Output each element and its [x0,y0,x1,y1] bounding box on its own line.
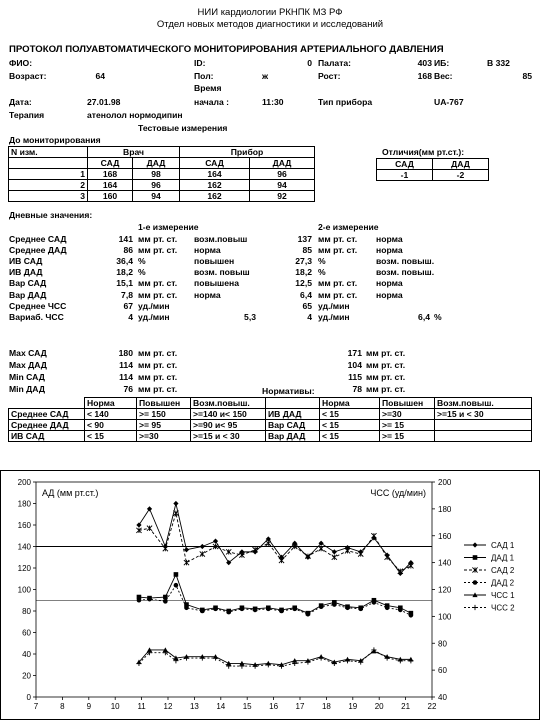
extreme-value-2: 104 [347,360,362,370]
legend-label: ЧСС 2 [491,603,515,613]
list-item [0,256,540,267]
data-point [345,548,350,553]
device-value: UA-767 [434,97,464,107]
start-label: начала : [194,97,230,107]
x-tick-label: 22 [427,702,437,711]
possible-header: Возм.повыш. [435,398,532,409]
table-row [9,398,532,409]
norm-value: < 90 [85,420,137,431]
extreme-unit-1: мм рт. ст. [138,360,178,370]
stat-status-1: 5,3 [244,311,256,322]
stat-label: ИВ САД [9,256,43,267]
legend-label: ДАД 1 [491,553,515,563]
x-tick-label: 10 [110,702,120,711]
data-point [213,655,218,660]
data-point [239,553,244,558]
stat-status-2: норма [376,289,403,300]
table-row [9,158,315,169]
list-item [0,348,540,359]
norm-value: < 15 [320,420,380,431]
legend-label: САД 2 [491,566,515,575]
data-point [136,522,141,527]
stat-status-2: 6,4 [418,311,430,322]
stat-value-1: 67 [123,300,133,311]
stat-value-1: 15,1 [116,278,133,289]
table-row [9,169,315,180]
pre-monitoring-table [8,146,315,202]
table-row [377,170,489,181]
data-point [305,554,310,559]
data-point [163,599,168,604]
data-point [184,547,189,552]
y-tick-label-right: 80 [438,639,447,649]
stat-value-2: 12,5 [295,278,312,289]
y-tick-label-right: 100 [438,612,452,622]
stat-status-1: возм.повыш [194,234,248,244]
data-point [266,541,271,546]
pre-monitoring-label: До мониторирования [9,135,101,145]
sex-value: ж [262,71,269,81]
stat-unit-2: мм рт. ст. [318,234,358,244]
extreme-unit-2: мм рт. ст. [366,372,406,382]
plot-area [36,482,432,697]
norms-table [8,397,532,442]
stat-status-1: норма [194,245,221,256]
diff-dad-header: ДАД [433,159,489,170]
list-item [0,290,540,301]
table-row [377,159,489,170]
data-point [292,607,297,612]
stat-extra: % [434,311,442,322]
ward-value: 403 [417,58,432,68]
list-item [0,245,540,256]
list-item [0,360,540,371]
x-tick-label: 9 [86,702,92,711]
stat-status-2: норма [376,278,403,289]
stat-value-2: 65 [302,300,312,311]
data-point [385,605,390,610]
data-point [332,555,337,560]
data-point [345,605,350,610]
height-label: Рост: [318,71,341,81]
legend-marker [473,580,478,585]
stat-value-2: 18,2 [295,267,312,278]
list-item [0,372,540,383]
data-point [279,609,284,614]
data-point [319,655,324,660]
extreme-value-1: 114 [119,372,133,382]
norm-row-label: Вар САД [266,420,320,431]
data-point [266,607,271,612]
time-label: Время [194,83,222,93]
list-item [0,267,540,278]
table-row [9,191,315,202]
possible-value: >=140 и< 150 [191,409,266,420]
data-point [147,597,152,602]
data-point [371,533,376,538]
data-point [358,607,363,612]
stat-unit-1: мм рт. ст. [138,234,178,244]
stat-label: Среднее ДАД [9,245,67,256]
stat-status-2: возм. повыш. [376,256,435,267]
doctor-dad: 96 [133,180,180,191]
device-label: Тип прибора [318,97,373,107]
data-point [240,607,245,612]
bp-chart [0,470,540,720]
stat-status-2: возм. повыш. [376,267,435,278]
device-dad: 94 [250,180,315,191]
legend-label: ДАД 2 [491,578,515,588]
x-tick-label: 21 [401,702,411,711]
stat-unit-1: мм рт. ст. [138,289,178,300]
y-tick-label-right: 120 [438,585,452,595]
device-dad: 96 [250,169,315,180]
series-line-1 [139,504,411,574]
possible-value: >=90 и< 95 [191,420,266,431]
stat-label: Вар ДАД [9,289,47,300]
y-tick-label-left: 160 [17,521,31,530]
diff-sad-header: САД [377,159,433,170]
doctor-sad: 164 [88,180,133,191]
extreme-value-2: 115 [348,372,362,382]
norm-row-label: Среднее САД [9,409,85,420]
stat-value-1: 86 [123,245,133,256]
differences-title: Отличия(мм рт.ст.): [382,147,465,157]
stat-unit-1: % [138,256,146,267]
high-value: >=30 [137,431,191,442]
data-point [358,551,363,556]
data-point [372,600,377,605]
x-tick-label: 11 [137,702,146,711]
y-tick-label-right: 40 [438,693,447,702]
y-axis-left-label: АД (мм рт.ст.) [42,488,99,498]
possible-value [435,431,532,442]
data-point [200,544,205,549]
norm-row-label: Среднее ДАД [9,420,85,431]
norms-title: Нормативы: [262,386,315,396]
measurement-number: 1 [9,169,88,180]
x-tick-label: 8 [60,702,65,711]
stat-unit-2: уд./мин [318,300,350,311]
stat-unit-1: % [138,267,146,278]
norm-value: < 15 [320,409,380,420]
stat-value-1: 4 [128,311,133,322]
stat-unit-2: % [318,267,326,278]
dad-header: ДАД [250,158,315,169]
y-tick-label-left: 140 [17,542,31,552]
day-values-title: Дневные значения: [9,210,93,220]
y-tick-label-right: 60 [438,666,447,676]
height-value: 168 [417,71,432,81]
id-value: 0 [307,58,312,68]
list-item [0,301,540,312]
extreme-unit-2: мм рт. ст. [366,348,406,358]
legend-marker [472,605,477,610]
extreme-value-1: 180 [118,348,133,358]
norm-header: Норма [85,398,137,409]
extreme-label: Max САД [9,348,47,358]
stat-status-1: повышена [194,278,239,289]
stat-status-2: норма [376,245,403,256]
measurement-2-header: 2-е измерение [318,222,379,232]
therapy-value: атенолол нормодипин [87,110,183,120]
stat-label: Вар САД [9,278,47,289]
data-point [266,662,271,667]
measurement-number: 3 [9,191,88,202]
y-tick-label-left: 40 [22,650,31,659]
data-point [200,551,205,556]
high-header: Повышен [380,398,435,409]
legend-marker [473,555,478,560]
device-sad: 164 [180,169,250,180]
data-point [184,655,189,660]
stat-value-2: 27,3 [295,256,312,267]
table-row [9,409,532,420]
x-tick-label: 12 [163,702,173,711]
date-label: Дата: [9,97,32,107]
x-tick-label: 19 [348,702,358,711]
extreme-label: Max ДАД [9,360,47,370]
diff-sad-value: -1 [377,170,433,181]
series-line-5 [139,650,411,665]
doctor-dad: 94 [133,191,180,202]
stat-label: Среднее ЧСС [9,300,67,311]
list-item [0,312,540,323]
x-tick-label: 16 [269,702,279,711]
high-value: >= 15 [380,431,435,442]
age-value: 64 [95,71,105,81]
stat-label: ИВ ДАД [9,267,43,278]
data-point [200,655,205,660]
norm-value: < 15 [85,431,137,442]
y-tick-label-left: 120 [17,564,31,573]
data-point [332,602,337,607]
x-tick-label: 17 [295,702,305,711]
y-tick-label-left: 180 [17,499,31,509]
data-point [226,610,231,615]
extreme-value-2: 171 [347,348,362,358]
extreme-unit-1: мм рт. ст. [138,348,178,358]
extreme-value-1: 114 [119,360,133,370]
stat-value-1: 141 [118,234,133,244]
stat-status-1: повышен [194,256,235,267]
start-value: 11:30 [262,97,284,107]
y-tick-label-left: 80 [22,607,31,616]
therapy-label: Терапия [9,110,45,120]
test-measurements-label: Тестовые измерения [138,123,228,133]
diff-dad-value: -2 [433,170,489,181]
measurement-number: 2 [9,180,88,191]
data-point [147,526,152,531]
stat-label: Вариаб. ЧСС [9,311,64,322]
extreme-label: Min ДАД [9,384,45,394]
stat-unit-2: мм рт. ст. [318,245,358,256]
legend-marker [472,542,477,547]
possible-header: Возм.повыш. [191,398,266,409]
norm-row-label: ИВ ДАД [266,409,320,420]
x-tick-label: 14 [216,702,226,711]
col-n-header: N изм. [9,147,88,158]
data-point [345,658,350,663]
stat-status-1: возм. повыш [194,267,250,278]
sad-header: САД [180,158,250,169]
data-point [279,558,284,563]
measurement-1-header: 1-е измерение [138,222,199,232]
table-row [9,431,532,442]
legend-label: САД 1 [491,541,515,550]
y-tick-label-right: 160 [438,531,452,541]
stat-unit-1: уд./мин [138,300,170,311]
data-point [184,560,189,565]
data-point [408,658,413,663]
high-value: >= 15 [380,420,435,431]
norm-value: < 140 [85,409,137,420]
date-value: 27.01.98 [87,97,121,107]
y-tick-label-right: 200 [438,478,452,487]
doctor-sad: 168 [88,169,133,180]
high-value: >= 95 [137,420,191,431]
data-point [319,546,324,551]
stat-unit-2: уд./мин [318,311,350,322]
data-point [408,563,413,568]
stat-unit-1: уд./мин [138,311,170,322]
y-tick-label-left: 200 [17,478,31,487]
stat-value-2: 4 [307,311,312,322]
possible-value [435,420,532,431]
stat-unit-1: мм рт. ст. [138,278,178,289]
age-label: Возраст: [9,71,47,81]
extreme-value-1: 76 [123,384,133,394]
stat-value-1: 7,8 [121,289,133,300]
stat-value-2: 6,4 [300,289,312,300]
possible-value: >=15 и < 30 [191,431,266,442]
y-axis-right-label: ЧСС (уд/мин) [370,488,426,498]
data-point [319,604,324,609]
stat-value-1: 36,4 [116,256,133,267]
y-tick-label-left: 60 [22,628,31,638]
list-item [0,234,540,245]
sad-header: САД [88,158,133,169]
ward-label: Палата: [318,58,352,68]
data-point [306,612,311,617]
ib-value: В 332 [487,58,510,68]
table-row [9,147,315,158]
data-point [163,546,168,551]
sex-label: Пол: [194,71,214,81]
device-sad: 162 [180,191,250,202]
id-label: ID: [194,58,206,68]
data-point [136,661,141,666]
protocol-title: ПРОТОКОЛ ПОЛУАВТОМАТИЧЕСКОГО МОНИТОРИРОВАНИЯ АРТЕРИАЛЬНОГО ДАВЛЕНИЯ [9,44,444,55]
data-point [174,572,179,577]
ib-label: ИБ: [434,58,450,68]
stat-unit-2: % [318,256,326,267]
stat-value-2: 137 [297,234,312,244]
extreme-label: Min САД [9,372,45,382]
stat-value-2: 85 [302,245,312,256]
fio-label: ФИО: [9,58,33,68]
weight-label: Вес: [434,71,453,81]
data-point [213,607,218,612]
stat-unit-2: мм рт. ст. [318,289,358,300]
stat-status-2: норма [376,234,403,244]
stat-value-1: 18,2 [116,267,133,278]
dad-header: ДАД [133,158,180,169]
data-point [147,506,152,511]
doctor-sad: 160 [88,191,133,202]
y-tick-label-right: 140 [438,558,452,568]
norm-value: < 15 [320,431,380,442]
data-point [332,549,337,554]
extreme-unit-2: мм рт. ст. [366,360,406,370]
x-tick-label: 15 [242,702,252,711]
high-value: >= 150 [137,409,191,420]
y-tick-label-right: 180 [438,504,452,514]
data-point [226,549,231,554]
data-point [409,613,414,618]
extreme-value-2: 78 [352,384,362,394]
stat-status-1: норма [194,289,221,300]
device-sad: 162 [180,180,250,191]
data-point [253,608,258,613]
extreme-unit-1: мм рт. ст. [138,372,178,382]
doctor-dad: 98 [133,169,180,180]
x-tick-label: 7 [33,702,39,711]
list-item [0,278,540,289]
norm-row-label: ИВ САД [9,431,85,442]
stat-label: Среднее САД [9,234,67,244]
high-header: Повышен [137,398,191,409]
department-name: Отдел новых методов диагностики и исследований [156,19,384,30]
data-point [213,539,218,544]
institute-name: НИИ кардиологии РКНПК МЗ РФ [197,7,343,18]
table-row [9,180,315,191]
y-tick-label-left: 0 [26,693,31,702]
stat-unit-2: мм рт. ст. [318,278,358,289]
data-point [174,583,179,588]
x-tick-label: 18 [321,702,331,711]
extreme-unit-2: мм рт. ст. [366,384,406,394]
data-point [200,609,205,614]
legend-label: ЧСС 1 [491,591,515,600]
series-line-2 [139,574,411,613]
data-point [184,605,189,610]
high-value: >=30 [380,409,435,420]
x-tick-label: 13 [189,702,199,711]
table-row [9,420,532,431]
extreme-unit-1: мм рт. ст. [138,384,178,394]
norm-row-label: Вар ДАД [266,431,320,442]
data-point [137,598,142,603]
y-tick-label-left: 20 [22,671,31,681]
y-tick-label-left: 100 [17,585,31,595]
x-tick-label: 20 [374,702,384,711]
data-point [398,608,403,613]
data-point [173,501,178,506]
norm-header: Норма [320,398,380,409]
stat-unit-1: мм рт. ст. [138,245,178,256]
weight-value: 85 [522,71,532,81]
possible-value: >=15 и < 30 [435,409,532,420]
differences-table [376,158,489,181]
doctor-header: Врач [88,147,180,158]
chart-border [1,471,540,720]
device-header: Прибор [180,147,315,158]
device-dad: 92 [250,191,315,202]
